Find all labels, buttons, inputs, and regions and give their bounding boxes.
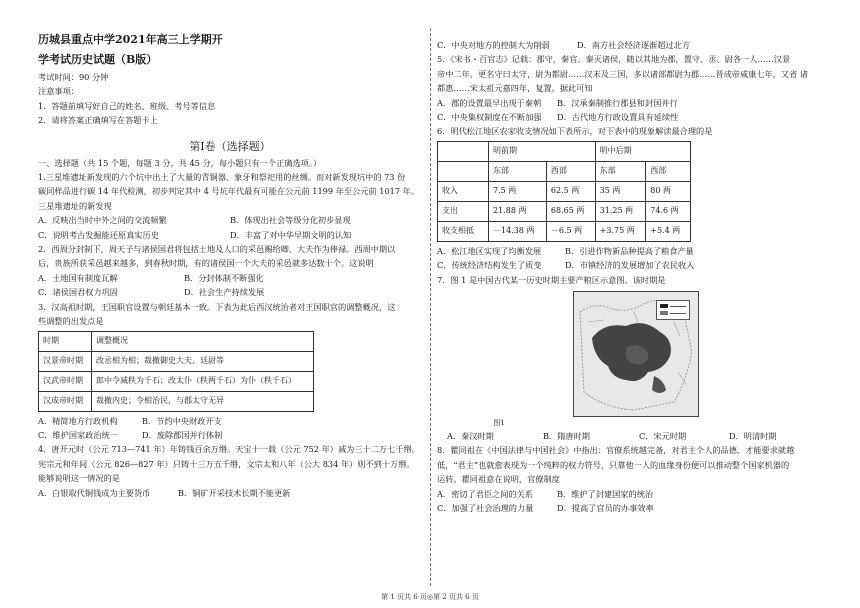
q1-stem-3: 三星堆遗址的新发现 <box>38 200 112 211</box>
q3-row1-period: 汉景帝时期 <box>39 351 92 371</box>
q2-option-d[interactable]: D．社会生产持续发展 <box>184 287 265 298</box>
q6-option-b[interactable]: B．引进作物新品种提高了粮食产量 <box>565 245 694 256</box>
q2-option-b[interactable]: B．分封体制不断强化 <box>184 272 264 283</box>
q8-option-c[interactable]: C．加强了社会治理的力量 <box>437 503 534 514</box>
q2-stem-1: 2．西周分封制下，周天子与诸侯国君将包括土地及人口的采邑赐给卿、大夫作为俸禄。西周中期以 <box>38 244 396 255</box>
map-legend <box>656 300 690 320</box>
q6-expense-value: 31.25 两 <box>595 201 646 221</box>
q6-balance-value: －6.5 两 <box>546 221 595 241</box>
q6-subhead-east-2: 东部 <box>595 161 646 181</box>
q3-row3-summary: 裁撤内史；令相治民，与郡太守无异 <box>92 391 314 411</box>
legend-line <box>670 306 686 307</box>
q3-table <box>38 331 314 412</box>
q4-stem-2: 宪宗元和年间（公元 826—827 年）只铸十三万五千缗，文宗太和八年（公大 834 年）则不到十万缗。 <box>38 458 415 469</box>
q4-stem-1: 4．唐开元时（公元 713—741 年）年铸钱百余万缗。天宝十一载（公元 752 年）减为三十二万七千缗。 <box>38 444 420 455</box>
q6-expense-value: 21.88 两 <box>489 201 547 221</box>
q3-row2-summary: 郎中令减秩为千石；改太仆（秩两千石）为仆（秩千石） <box>92 371 314 391</box>
left-column <box>38 30 422 500</box>
q8-option-a[interactable]: A．密切了君臣之间的关系 <box>437 488 533 499</box>
q6-stem: 6．明代松江地区农家收支情况如下表所示，对下表中的现象解读最合理的是 <box>437 126 713 137</box>
exam-time: 考试时间：90 分钟 <box>38 72 109 82</box>
q8-option-b[interactable]: B．维护了封建国家的统治 <box>557 488 654 499</box>
notice-item-2: 2．请将答案正确填写在答题卡上 <box>38 115 158 126</box>
q6-balance-value: －14.38 两 <box>489 221 547 241</box>
q6-subhead-east-1: 东部 <box>489 161 547 181</box>
column-divider <box>430 28 431 586</box>
legend-line <box>670 313 686 314</box>
q6-income-value: 7.5 两 <box>489 181 547 201</box>
q8-stem-1: 8．瞿同祖在《中国法律与中国社会》中指出：官僚系统越完备，对君主个人的品德、才能要求就越 <box>437 445 795 456</box>
section-description: 一、选择题（共 15 个题，每题 3 分，共 45 分，每小题只有一个正确选项。） <box>38 157 322 168</box>
q5-option-c[interactable]: C．中央集权制度在不断加强 <box>437 112 542 123</box>
legend-swatch <box>660 304 668 308</box>
q4-option-c[interactable]: C．中央对地方的控制大为削弱 <box>437 40 550 50</box>
q6-subhead-blank <box>438 161 489 181</box>
q7-option-b[interactable]: B．隋唐时期 <box>543 431 590 442</box>
q4-option-a[interactable]: A．白银取代铜钱成为主要货币 <box>38 487 151 498</box>
q4-option-d[interactable]: D．南方社会经济逐渐超过北方 <box>577 40 691 50</box>
q5-option-a[interactable]: A．郡的设置最早出现于秦朝 <box>437 97 542 108</box>
q6-table <box>437 141 691 242</box>
q6-balance-label: 收支相抵 <box>438 221 489 241</box>
q3-row1-summary: 改丞相为相；裁撤御史大夫、廷尉等 <box>92 351 314 371</box>
q3-table-head-period: 时期 <box>39 331 92 351</box>
q2-stem-2: 后，贵族所获采邑越来越多，到春秋时期，有的诸侯国一个大夫的采邑就多达数十个。这说明 <box>38 258 374 269</box>
q6-option-d[interactable]: D．市镇经济的发展增加了农民收入 <box>565 260 695 271</box>
q5-stem-3: 都惠……宋太祖元嘉四年，复置。据此可知 <box>437 83 593 94</box>
q7-stem: 7．图 1 是中国古代某一历史时期主要产粮区示意图。该时期是 <box>437 274 666 285</box>
q6-subhead-west-1: 西部 <box>546 161 595 181</box>
q6-income-label: 收入 <box>438 181 489 201</box>
q4-stem-3: 能够说明这一情况的是 <box>38 473 120 484</box>
notice-heading: 注意事项： <box>38 86 79 97</box>
q6-expense-value: 74.6 两 <box>646 201 691 221</box>
q6-option-c[interactable]: C．传统经济结构发生了质变 <box>437 260 542 271</box>
q6-option-a[interactable]: A．松江地区实现了均衡发展 <box>437 245 542 256</box>
q5-option-d[interactable]: D．古代地方行政设置具有延续性 <box>557 112 679 123</box>
q1-option-b[interactable]: B．体现出社会等级分化初步显现 <box>230 215 351 226</box>
q3-option-b[interactable]: B．节约中央财政开支 <box>142 415 222 426</box>
q8-option-d[interactable]: D．提高了官员的办事效率 <box>557 503 654 514</box>
q7-option-d[interactable]: D．明清时期 <box>729 431 777 442</box>
q7-option-a[interactable]: A．秦汉时期 <box>447 431 494 442</box>
q1-stem-1: 1.三星堆遗址新发现的六个坑中出土了大量的青铜器、象牙和祭祀用的丝绸。而对新发现坑中的 73 份 <box>38 172 406 183</box>
q5-stem-1: 5．《宋书・百官志》记载：郡守，秦官。秦灭诸侯，随以其地为郡，置守、丞、尉各一人……汉景 <box>437 54 791 65</box>
q4-option-b[interactable]: B．铜矿开采技术长期不能更新 <box>178 487 291 498</box>
q6-income-value: 62.5 两 <box>546 181 595 201</box>
q3-stem-2: 些调整的出发点是 <box>38 316 104 327</box>
q6-subhead-west-2: 西部 <box>646 161 691 181</box>
q8-stem-2: 低，“君主”也就愈表现为一个纯粹的权力符号，只靠他一人的血缘身份便可以推动整个国家机器的 <box>437 459 790 470</box>
q1-option-d[interactable]: D．丰富了对中华早期文明的认知 <box>230 229 352 240</box>
q6-balance-value: +5.4 两 <box>646 221 691 241</box>
q6-head-late-ming: 明中后期 <box>595 141 690 161</box>
q6-balance-value: +3.75 两 <box>595 221 646 241</box>
q1-option-a[interactable]: A．反映出当时中外之间的交流频繁 <box>38 215 167 226</box>
q3-table-head-summary: 调整概况 <box>92 331 314 351</box>
q3-row2-period: 汉武帝时期 <box>39 371 92 391</box>
right-column <box>437 38 833 516</box>
exam-title-line1: 历城县重点中学2021年高三上学期开 <box>38 33 223 46</box>
exam-title-line2: 学考试历史试题（B版） <box>38 53 158 66</box>
q3-option-c[interactable]: C．维护国家政治统一 <box>38 429 118 440</box>
q3-option-d[interactable]: D．废除郡国并行体制 <box>142 429 223 440</box>
map-caption: 图1 <box>493 419 505 428</box>
q1-stem-2: 碳同样品进行碳 14 年代检测，初步判定其中 4 号坑年代最有可能在公元前 1199 年至公元前 1017 年。 <box>38 186 420 197</box>
q6-head-early-ming: 明前期 <box>489 141 596 161</box>
grain-region-map-icon <box>573 291 699 417</box>
page-footer: 第 1 页共 6 页◎第 2 页共 6 页 <box>381 593 479 601</box>
legend-swatch <box>660 311 668 315</box>
q3-row3-period: 汉成帝时期 <box>39 391 92 411</box>
q3-stem-1: 3．汉高祖时期，王国职官设置与朝廷基本一致。下表为此后西汉统治者对王国职官的调整概况，这 <box>38 301 396 312</box>
section-heading: 第Ⅰ卷（选择题） <box>189 139 271 153</box>
notice-item-1: 1．答题前填写好自己的姓名、班级、考号等信息 <box>38 100 216 111</box>
q6-corner-cell <box>438 141 489 161</box>
q7-option-c[interactable]: C．宋元时期 <box>639 431 687 442</box>
q6-expense-value: 68.65 两 <box>546 201 595 221</box>
q5-stem-2: 帝中二年，更名守曰太守，尉为都尉……汉末及三国，多以诸部都尉为郡……晋成帝咸康七年，又省 诸 <box>437 68 809 79</box>
q8-stem-3: 运转。瞿同祖意在说明，官僚制度 <box>437 474 560 485</box>
q6-expense-label: 支出 <box>438 201 489 221</box>
q5-option-b[interactable]: B．汉承秦制推行郡县和封国并行 <box>557 97 678 108</box>
q1-option-c[interactable]: C．说明考古发掘能还原真实历史 <box>38 229 159 240</box>
q3-option-a[interactable]: A．精简地方行政机构 <box>38 415 118 426</box>
q2-option-c[interactable]: C．诸侯国君权力巩固 <box>38 287 118 298</box>
q6-income-value: 35 两 <box>595 181 646 201</box>
q6-income-value: 80 两 <box>646 181 691 201</box>
q2-option-a[interactable]: A．土地国有制度瓦解 <box>38 272 118 283</box>
